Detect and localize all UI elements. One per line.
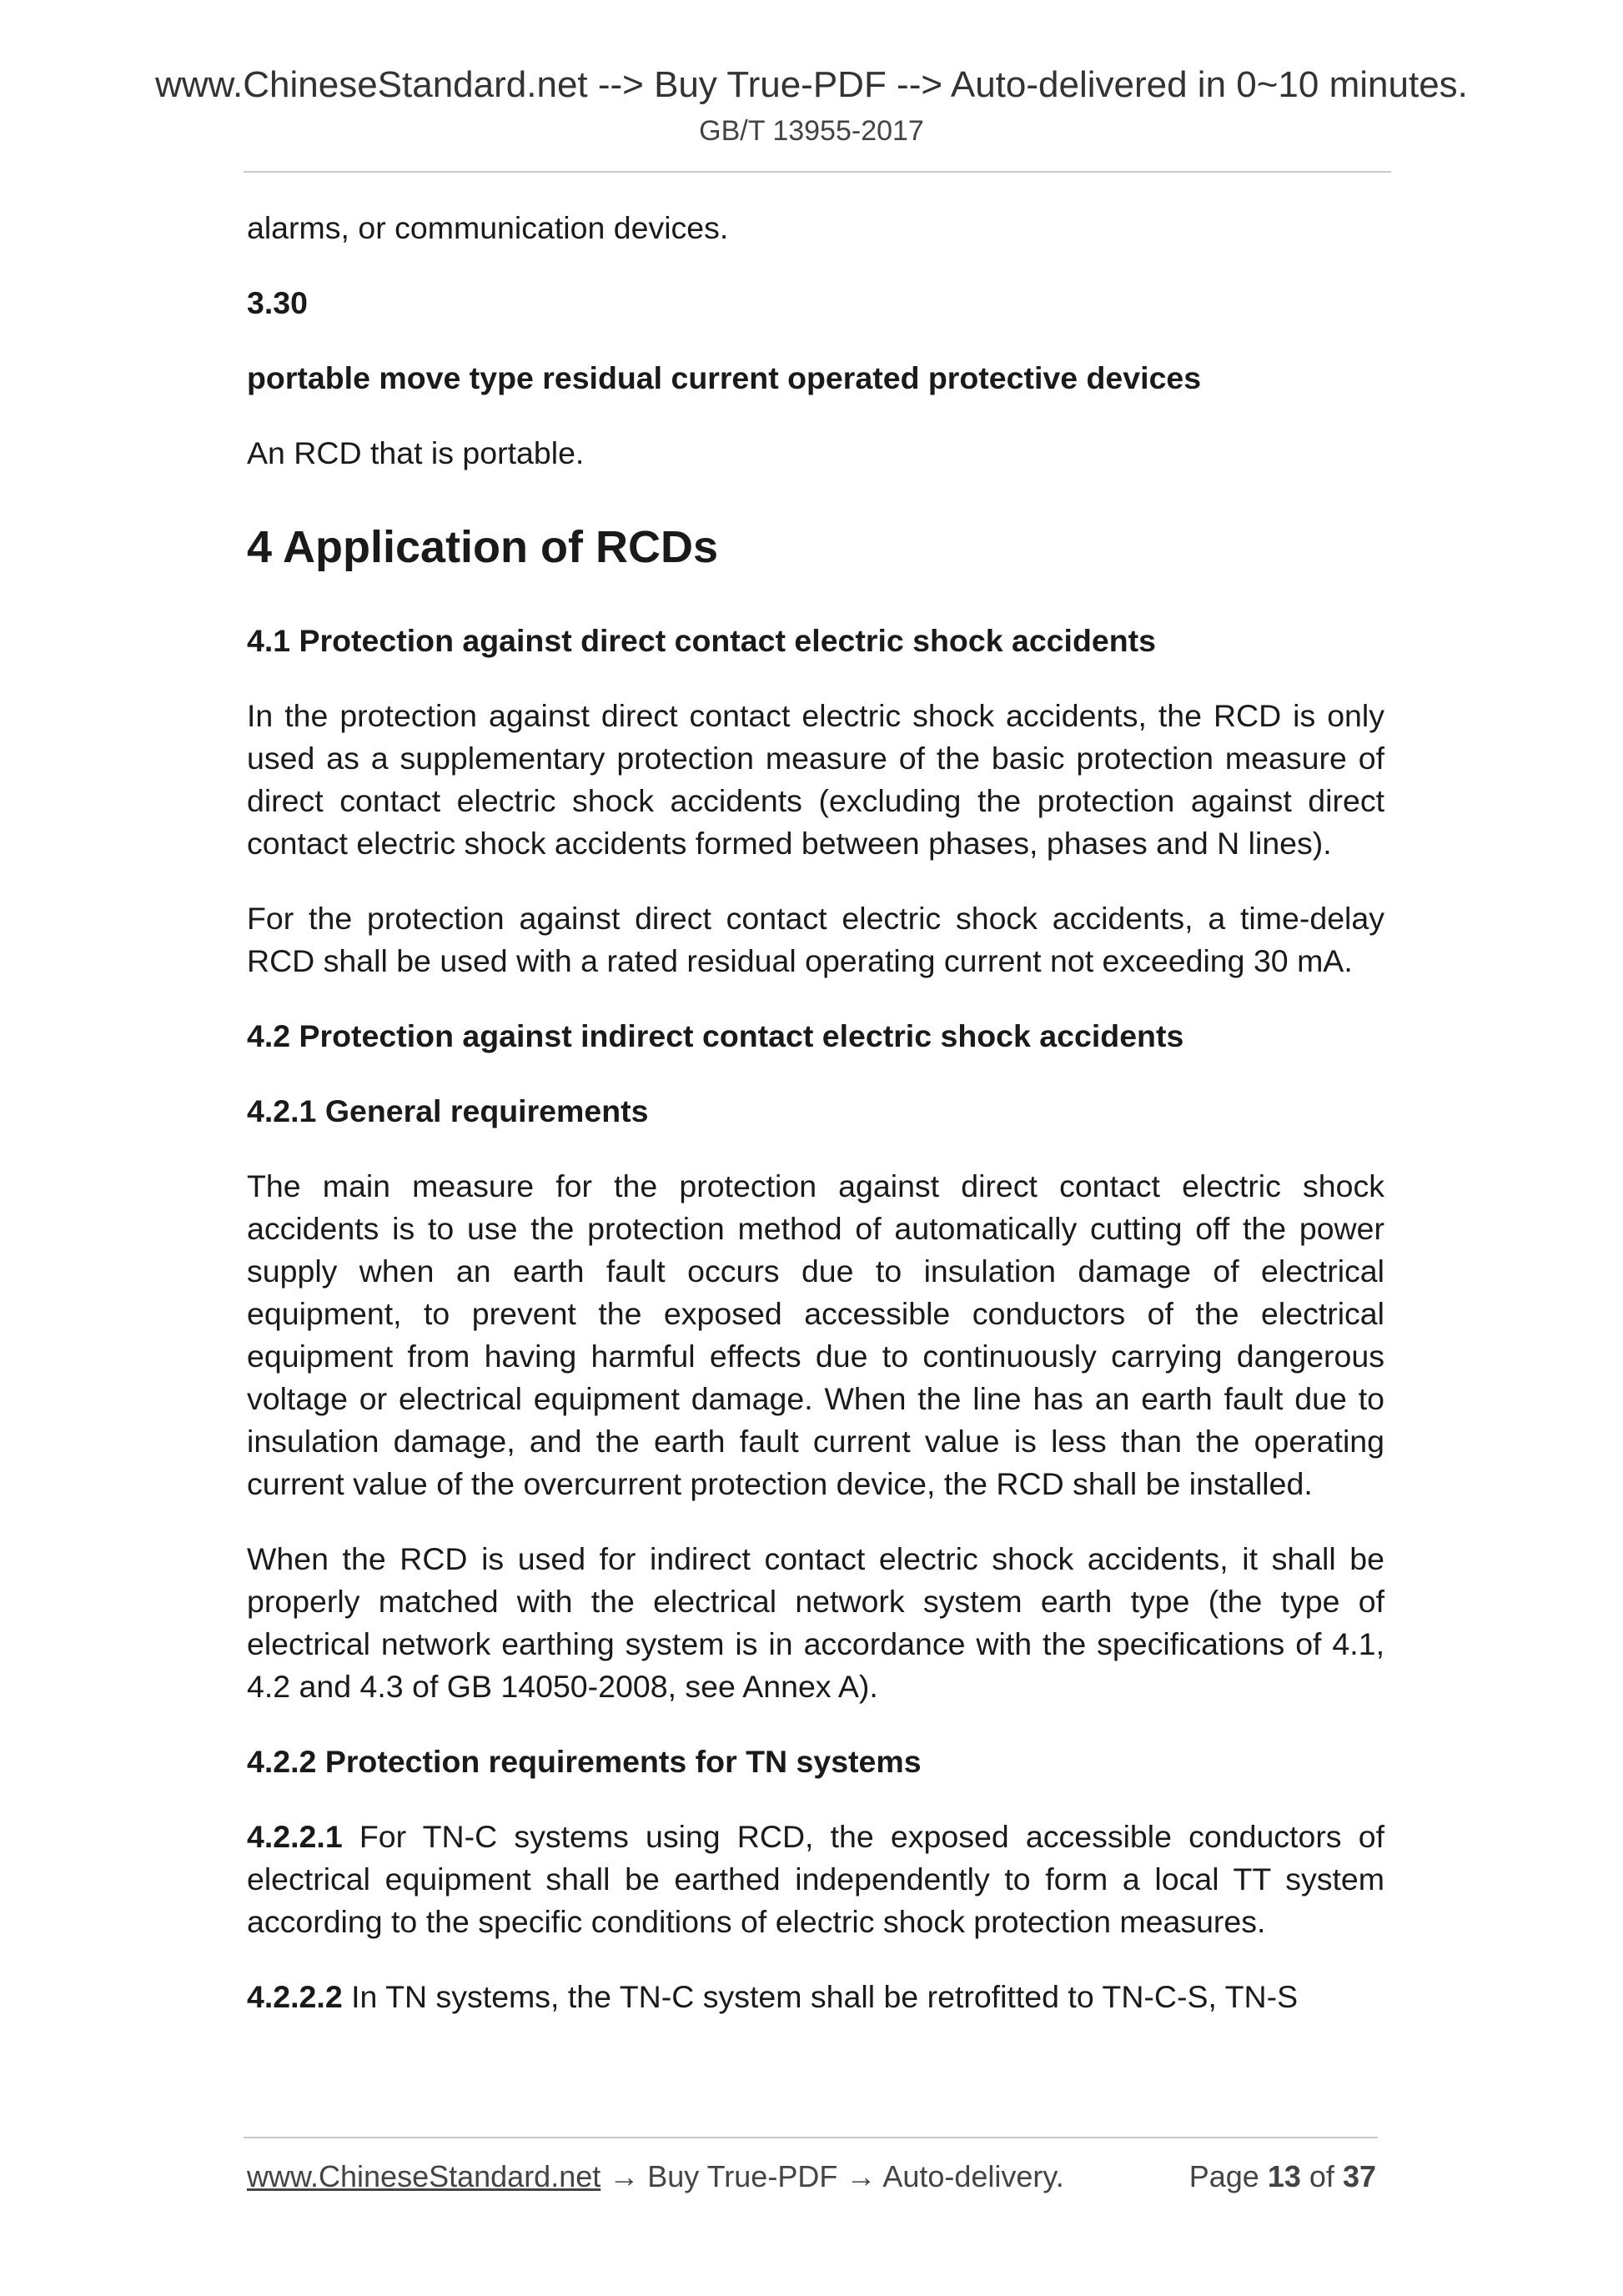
header-banner: www.ChineseStandard.net --> Buy True-PDF --> Auto-delivered in 0~10 minutes.	[155, 64, 1468, 105]
page-footer	[247, 2159, 1376, 2194]
page-word: Page	[1188, 2159, 1259, 2193]
page-indicator	[1189, 2159, 1376, 2194]
section-4-1-heading: 4.1 Protection against direct contact electric shock accidents	[247, 623, 1156, 658]
term-number: 3.30	[247, 285, 308, 320]
page-content	[247, 207, 1384, 2018]
section-4-2-2-heading: 4.2.2 Protection requirements for TN systems	[247, 1744, 922, 1779]
term-definition: An RCD that is portable.	[247, 435, 585, 470]
footer-tagline: → Buy True-PDF → Auto-delivery.	[600, 2159, 1064, 2193]
clause-number: 4.2.2.1	[247, 1819, 343, 1854]
section-4-heading: 4 Application of RCDs	[247, 522, 719, 572]
page-header	[0, 60, 1623, 152]
page-number: 13	[1267, 2159, 1301, 2193]
section-4-2-heading: 4.2 Protection against indirect contact electric shock accidents	[247, 1018, 1184, 1053]
term-title: portable move type residual current operated protective devices	[247, 360, 1202, 395]
section-4-1-paragraph-2: For the protection against direct contact electric shock accidents, a time-delay RCD shall be used with a rated residual operating current not exceeding 30 mA.	[247, 901, 1384, 978]
footer-rule	[244, 2137, 1378, 2138]
page-total: 37	[1342, 2159, 1376, 2193]
header-rule	[244, 171, 1391, 173]
continued-text: alarms, or communication devices.	[247, 210, 729, 245]
clause-4-2-2-2	[247, 1976, 1384, 2018]
clause-number: 4.2.2.2	[247, 1979, 343, 2014]
section-4-2-1-paragraph-1: The main measure for the protection against direct contact electric shock accidents is to use the protection method of automatically cutting off the power supply when an earth fault occurs due to insulation damage of electrical equipment, to prevent the exposed accessible conductors of the electrical equipment from having harmful effects due to continuously carrying dangerous voltage or electrical equipment damage. When the line has an earth fault due to insulation damage, and the earth fault current value is less than the operating current value of the overcurrent protection device, the RCD shall be installed.	[247, 1168, 1384, 1501]
clause-text: In TN systems, the TN-C system shall be retrofitted to TN-C-S, TN-S	[342, 1979, 1299, 2014]
section-4-1-paragraph-1: In the protection against direct contact electric shock accidents, the RCD is only used as a supplementary protection measure of the basic protection measure of direct contact electric shock accidents (excluding the protection against direct contact electric shock accidents formed between phases, phases and N lines).	[247, 698, 1384, 861]
of-word: of	[1309, 2159, 1334, 2193]
section-4-2-1-paragraph-2: When the RCD is used for indirect contact electric shock accidents, it shall be properly matched with the electrical network system earth type (the type of electrical network earthing system is in accordance with the specifications of 4.1, 4.2 and 4.3 of GB 14050-2008, see Annex A).	[247, 1541, 1384, 1704]
standard-number: GB/T 13955-2017	[699, 115, 924, 147]
clause-text: For TN-C systems using RCD, the exposed accessible conductors of electrical equipment shall be earthed independently to form a local TT system according to the specific conditions of electric shock protection measures.	[247, 1819, 1384, 1939]
footer-site-link[interactable]: www.ChineseStandard.net	[247, 2159, 601, 2193]
clause-4-2-2-1	[247, 1816, 1384, 1943]
section-4-2-1-heading: 4.2.1 General requirements	[247, 1093, 649, 1128]
